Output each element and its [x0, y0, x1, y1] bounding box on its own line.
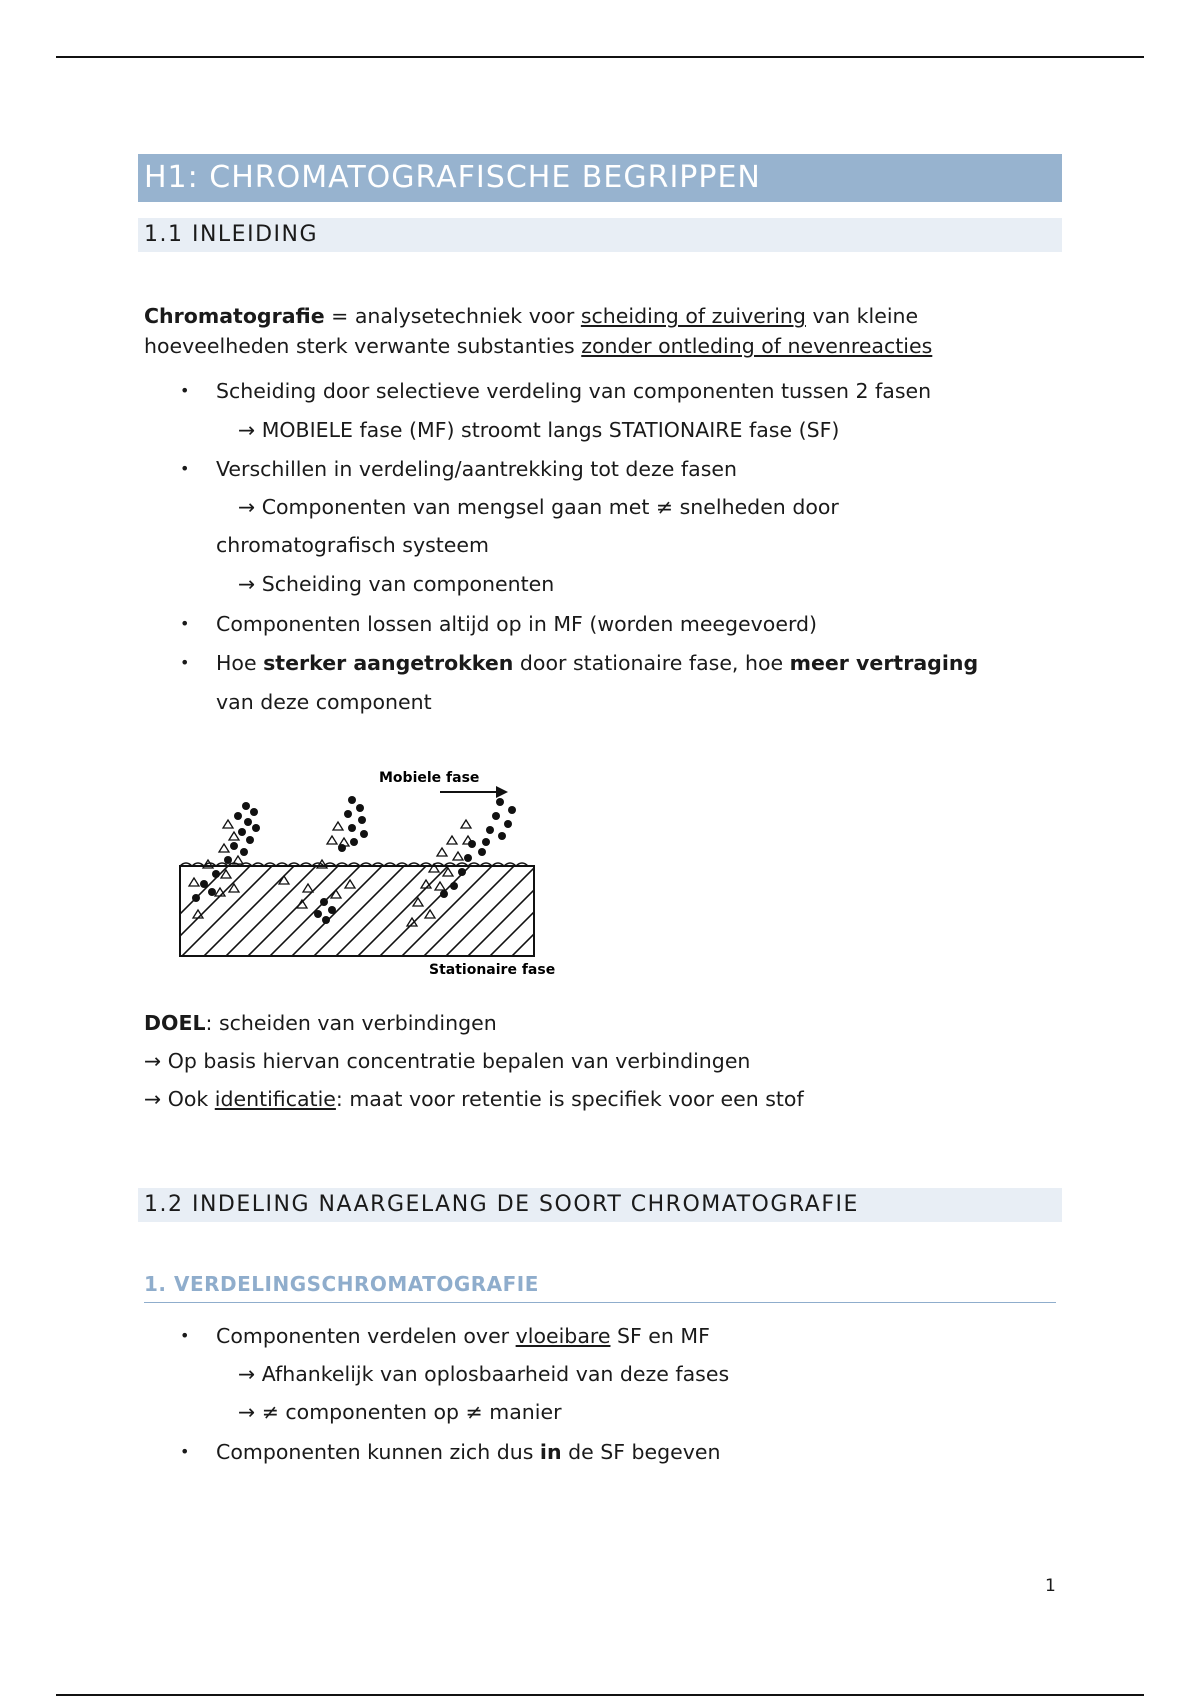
- top-rule: [56, 56, 1144, 58]
- section-heading-inleiding: 1.1 INLEIDING: [138, 218, 1062, 252]
- doel-line-1: DOEL: scheiden van verbindingen: [144, 1011, 497, 1035]
- figure-label-stationary: Stationaire fase: [429, 962, 556, 978]
- bullet-2-sub-1: → Componenten van mengsel gaan met ≠ snelheden door: [238, 495, 839, 519]
- definition-term: Chromatografie: [144, 304, 325, 328]
- component-dots-cluster-3: [440, 798, 516, 898]
- definition-line-1: Chromatografie = analysetechniek voor scheiding of zuivering van kleine: [144, 304, 919, 328]
- page-number: 1: [1045, 1576, 1056, 1596]
- bullet-marker: •: [180, 459, 190, 478]
- bullet-3: Componenten lossen altijd op in MF (worden meegevoerd): [216, 612, 818, 636]
- chapter-heading: H1: CHROMATOGRAFISCHE BEGRIPPEN: [138, 154, 1062, 202]
- chromatography-figure: [172, 760, 556, 982]
- bullet-4-cont: van deze component: [216, 690, 432, 714]
- bullet-2-sub-2: → Scheiding van componenten: [238, 572, 555, 596]
- definition-line-2: hoeveelheden sterk verwante substanties zonder ontleding of nevenreacties: [144, 334, 933, 358]
- chromatography-diagram: [172, 760, 556, 982]
- doel-term: DOEL: [144, 1011, 206, 1035]
- bullet-marker: •: [180, 1326, 190, 1345]
- verdeling-bullet-1: Componenten verdelen over vloeibare SF en MF: [216, 1324, 710, 1348]
- bullet-marker: •: [180, 1442, 190, 1461]
- section-heading-indeling: 1.2 INDELING NAARGELANG DE SOORT CHROMATOGRAFIE: [138, 1188, 1062, 1222]
- definition-underline-2: zonder ontleding of nevenreacties: [581, 334, 933, 358]
- verdeling-bullet-2: Componenten kunnen zich dus in de SF begeven: [216, 1440, 721, 1464]
- bullet-2-sub-1-cont: chromatografisch systeem: [216, 533, 489, 557]
- bullet-1-sub-1: → MOBIELE fase (MF) stroomt langs STATIONAIRE fase (SF): [238, 418, 840, 442]
- doel-line-3: → Ook identificatie: maat voor retentie is specifiek voor een stof: [144, 1087, 804, 1111]
- figure-label-mobile: Mobiele fase: [379, 770, 480, 786]
- bullet-marker: •: [180, 614, 190, 633]
- doel-line-2: → Op basis hiervan concentratie bepalen van verbindingen: [144, 1049, 751, 1073]
- subsection-heading-verdeling: 1. VERDELINGSCHROMATOGRAFIE: [144, 1266, 1056, 1303]
- verdeling-bullet-1-sub-2: → ≠ componenten op ≠ manier: [238, 1400, 562, 1424]
- verdeling-bullet-1-sub-1: → Afhankelijk van oplosbaarheid van deze fases: [238, 1362, 730, 1386]
- definition-underline-1: scheiding of zuivering: [580, 304, 806, 328]
- bullet-marker: •: [180, 381, 190, 400]
- bullet-marker: •: [180, 653, 190, 672]
- bottom-rule: [56, 1694, 1144, 1696]
- bullet-2: Verschillen in verdeling/aantrekking tot deze fasen: [216, 457, 737, 481]
- bullet-4: Hoe sterker aangetrokken door stationaire fase, hoe meer vertraging: [216, 651, 979, 675]
- bullet-1: Scheiding door selectieve verdeling van componenten tussen 2 fasen: [216, 379, 932, 403]
